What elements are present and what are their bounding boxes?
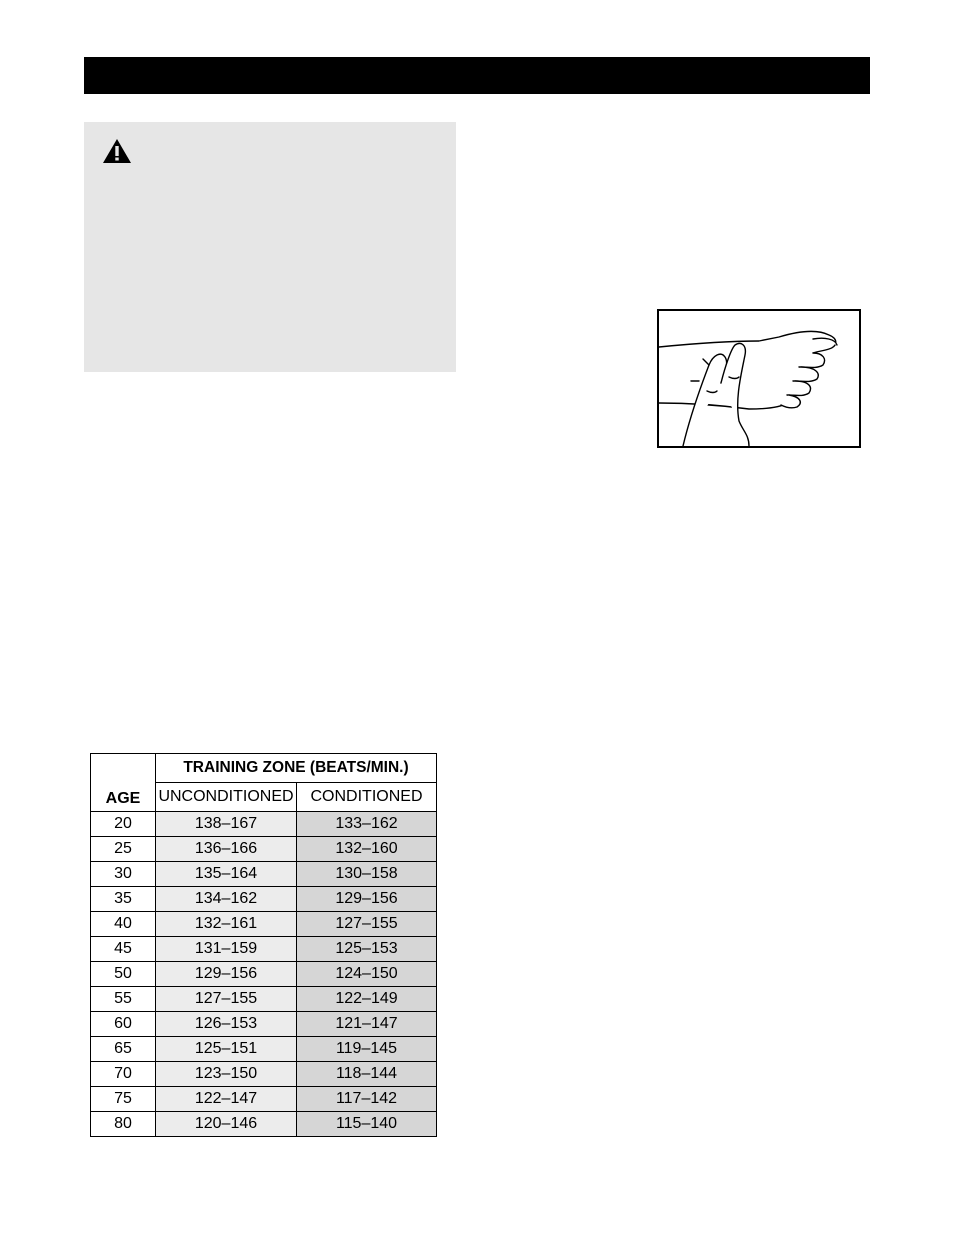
table-row: [91, 937, 437, 962]
age-cell: 40: [91, 912, 156, 937]
age-cell: 20: [91, 812, 156, 837]
unconditioned-cell: 127–155: [156, 987, 297, 1012]
conditioned-cell: 118–144: [297, 1062, 437, 1087]
training-zone-header: TRAINING ZONE (BEATS/MIN.): [156, 754, 437, 783]
unconditioned-cell: 136–166: [156, 837, 297, 862]
table-row: [91, 887, 437, 912]
age-header: AGE: [91, 754, 156, 812]
unconditioned-cell: 132–161: [156, 912, 297, 937]
conditioned-cell: 119–145: [297, 1037, 437, 1062]
age-cell: 55: [91, 987, 156, 1012]
unconditioned-cell: 134–162: [156, 887, 297, 912]
conditioned-cell: 129–156: [297, 887, 437, 912]
unconditioned-cell: 138–167: [156, 812, 297, 837]
table-row: [91, 912, 437, 937]
unconditioned-cell: 123–150: [156, 1062, 297, 1087]
unconditioned-cell: 122–147: [156, 1087, 297, 1112]
unconditioned-cell: 129–156: [156, 962, 297, 987]
age-cell: 45: [91, 937, 156, 962]
table-row: [91, 1087, 437, 1112]
table-row: [91, 837, 437, 862]
age-cell: 60: [91, 1012, 156, 1037]
conditioned-cell: 127–155: [297, 912, 437, 937]
conditioned-header: CONDITIONED: [297, 783, 437, 812]
age-cell: 35: [91, 887, 156, 912]
unconditioned-cell: 120–146: [156, 1112, 297, 1137]
conditioned-cell: 115–140: [297, 1112, 437, 1137]
section-header-bar: [84, 57, 870, 94]
conditioned-cell: 122–149: [297, 987, 437, 1012]
wrist-pulse-illustration: [657, 309, 861, 448]
age-cell: 65: [91, 1037, 156, 1062]
warning-box: [84, 122, 456, 372]
table-row: [91, 862, 437, 887]
conditioned-cell: 133–162: [297, 812, 437, 837]
table-row: [91, 1062, 437, 1087]
age-cell: 75: [91, 1087, 156, 1112]
unconditioned-cell: 125–151: [156, 1037, 297, 1062]
unconditioned-cell: 126–153: [156, 1012, 297, 1037]
conditioned-cell: 125–153: [297, 937, 437, 962]
table-row: [91, 962, 437, 987]
conditioned-cell: 124–150: [297, 962, 437, 987]
table-row: [91, 987, 437, 1012]
training-zone-table: [90, 753, 437, 1137]
table-row: [91, 1037, 437, 1062]
conditioned-cell: 130–158: [297, 862, 437, 887]
conditioned-cell: 132–160: [297, 837, 437, 862]
table-row: [91, 1012, 437, 1037]
warning-triangle-icon: [102, 138, 132, 164]
unconditioned-cell: 131–159: [156, 937, 297, 962]
table-row: [91, 1112, 437, 1137]
age-cell: 25: [91, 837, 156, 862]
conditioned-cell: 117–142: [297, 1087, 437, 1112]
age-cell: 30: [91, 862, 156, 887]
unconditioned-header: UNCONDITIONED: [156, 783, 297, 812]
age-cell: 70: [91, 1062, 156, 1087]
conditioned-cell: 121–147: [297, 1012, 437, 1037]
unconditioned-cell: 135–164: [156, 862, 297, 887]
age-cell: 80: [91, 1112, 156, 1137]
age-cell: 50: [91, 962, 156, 987]
table-row: [91, 812, 437, 837]
